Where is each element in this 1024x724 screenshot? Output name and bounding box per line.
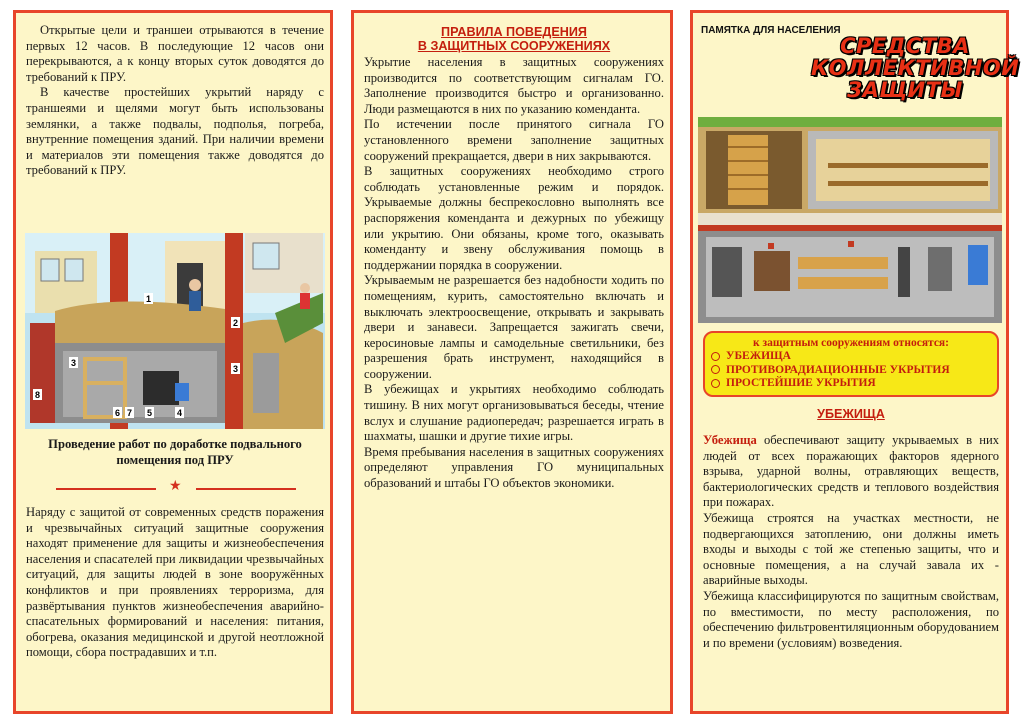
rules-text (364, 55, 664, 492)
paragraph: Наряду с защитой от современных средств поражения и чрезвычайных ситуаций защитные сооружения находят применение для защиты и жизнеобеспечения населения и спасателей при ликвидации чрезвычайных ситуаций, для защиты людей в зоне вооружённых конфликтов и при проявлениях терроризма, для развёртывания пунктов жизнеобеспечения аварийно-спасательных формирований и населения: питания, обогрева, оказания медицинской и другой неотложной помощи, сбора пострадавших и т.п. (26, 505, 324, 660)
paragraph: Убежища строятся на участках местности, не подвергающихся затоплению, они должны иметь входы и выходы с той же степенью защиты, что и основные помещения, а на случай завала их - аварийные выходы. (703, 510, 999, 588)
label-4: 4 (177, 408, 183, 418)
main-title: СРЕДСТВА КОЛЛЕКТИВНОЙ ЗАЩИТЫ (811, 34, 1020, 102)
box-title: к защитным сооружениям относятся: (753, 337, 949, 349)
intro-text (26, 23, 324, 179)
box-item: УБЕЖИЩА (711, 350, 991, 364)
illustration-caption: Проведение работ по доработке подвального помещения под ПРУ (48, 437, 302, 467)
paragraph: В убежищах и укрытиях необходимо соблюдать тишину. В них могут организовываться беседы, чтение вслух и слушание радиопередач; разрешается играть в шахматы, шашки и другие тихие игры. (364, 382, 664, 444)
shelter-types-box (703, 331, 999, 397)
paragraph: По истечении после принятого сигнала ГО установленного времени заполнение защитных сооружений прекращается, двери в них закрываются. (364, 117, 664, 163)
paragraph: Открытые цели и траншеи отрываются в течение первых 12 часов. В последующие 12 часов они перекрываются, а к концу вторых суток доводятся до требований к ПРУ. (26, 23, 324, 84)
right-panel (690, 10, 1020, 714)
box-item: ПРОСТЕЙШИЕ УКРЫТИЯ (711, 377, 991, 391)
rules-title: ПРАВИЛА ПОВЕДЕНИЯ В ЗАЩИТНЫХ СООРУЖЕНИЯХ (417, 25, 611, 53)
box-item: ПРОТИВОРАДИАЦИОННЫЕ УКРЫТИЯ (711, 364, 991, 378)
paragraph: Убежища классифицируются по защитным свойствам, по вместимости, по месту расположения, по обеспечению фильтровентиляционным оборудованием и по времени (условиям) возведения. (703, 588, 999, 650)
basement-shelter-illustration (25, 233, 325, 429)
shelter-cutaway-illustration (698, 117, 1002, 323)
label-3: 3 (71, 358, 77, 368)
label-8: 8 (35, 390, 41, 400)
label-5: 5 (147, 408, 153, 418)
keyword: Убежища (703, 433, 757, 447)
paragraph: В качестве простейших укрытий наряду с траншеями и щелями могут быть использованы землянки, а также подвалы, подполья, погреба, внутренние помещения зданий. При наличии времени и материалов эти помещения также доводятся до требований к ПРУ. (26, 85, 324, 178)
star-divider (56, 479, 296, 495)
middle-panel (351, 10, 673, 714)
label-6: 6 (115, 408, 121, 418)
label-1: 1 (146, 294, 152, 304)
label-3b: 3 (233, 364, 239, 374)
label-7: 7 (127, 408, 133, 418)
section-title: УБЕЖИЩА (817, 407, 885, 421)
bottom-text (26, 505, 324, 661)
left-panel (13, 10, 333, 714)
paragraph: Убежища обеспечивают защиту укрываемых в них людей от всех поражающих факторов ядерного взрыва, ударной волны, отравляющих веществ, бактериологических средств и теплового воздействия при пожарах. (703, 433, 999, 510)
bullet-icon (711, 352, 720, 361)
star-icon: ★ (169, 479, 182, 494)
bullet-icon (711, 379, 720, 388)
paragraph: Укрываемым не разрешается без надобности ходить по помещениям, курить, самостоятельно включать и выключать электроосвещение, открывать и закрывать двери и занавеси. Запрещается зажигать свечи, керосиновые лампы и самодельные светильники, без разрешения брать инструмент, находящийся в сооружении. (364, 273, 664, 381)
bullet-icon (711, 365, 720, 374)
paragraph: Время пребывания населения в защитных сооружениях определяют управления ГО муниципальных образований и штабы ГО объектов экономики. (364, 444, 664, 491)
shelters-text (703, 433, 999, 651)
paragraph: Укрытие населения в защитных сооружениях производится по соответствующим сигналам ГО. Заполнение производится быстро и организованно. Люди размещаются в них по указанию коменданта. (364, 55, 664, 116)
memo-label: ПАМЯТКА ДЛЯ НАСЕЛЕНИЯ (701, 25, 841, 36)
label-2: 2 (233, 318, 239, 328)
paragraph: В защитных сооружениях необходимо строго соблюдать установленные режим и порядок. Укрываемые должны беспрекословно выполнять все распоряжения коменданта и дежурных по убежищу или укрытию. Они обязаны, кроме того, оказывать коменданту и звену обслуживания помощь в поддержании порядка в сооружении. (364, 164, 664, 272)
